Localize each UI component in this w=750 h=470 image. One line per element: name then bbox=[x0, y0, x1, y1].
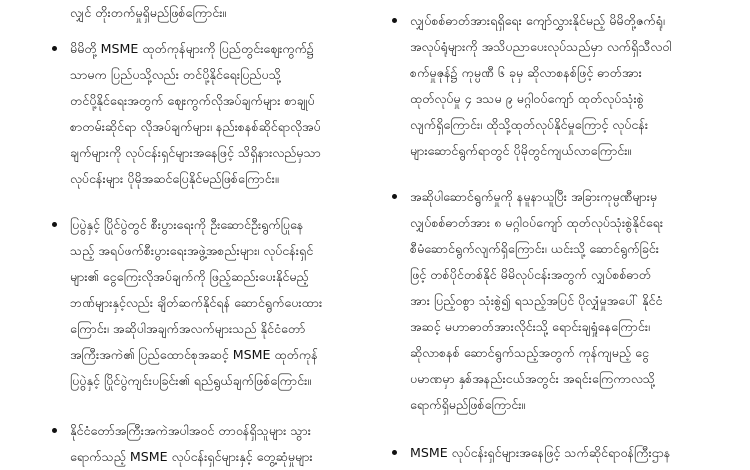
bullet-paragraph bbox=[52, 0, 390, 26]
paragraph-line: စီမံဆောင်ရွက်လျက်ရှိကြောင်း၊ ယင်းသို့ ဆောင်ရွက်ခြင်း bbox=[410, 241, 659, 256]
paragraph-line: ချက်များကို လုပ်ငန်းရှင်များအနေဖြင့် သိရှိနားလည်မှသာ bbox=[70, 145, 321, 160]
paragraph-line: အဆိုပါဆောင်ရွက်မှုကို နမူနာယူပြီး အခြားကုမ္ပဏီများမှ bbox=[410, 189, 658, 204]
paragraph-line: ဘဏ်များနှင့်လည်း ချိတ်ဆက်နိုင်ရန် ဆောင်ရွက်ပေးထား bbox=[70, 295, 323, 310]
bullet-paragraph bbox=[392, 440, 730, 466]
paragraph-line: မိမိတို့ MSME ထုတ်ကုန်များကို ပြည်တွင်းဈေးကွက်၌ bbox=[70, 41, 314, 56]
bullet-paragraph bbox=[52, 36, 390, 192]
bullet-paragraph bbox=[52, 212, 390, 394]
paragraph-line: သာမက ပြည်ပသို့လည်း တင်ပို့နိုင်ရေးပြည်ပသို့ bbox=[70, 67, 281, 82]
paragraph-line: ထုတ်လုပ်မှု ၄ ဒသမ ၉ မဂ္ဂါဝပ်ကျော် ထုတ်လုပ်သုံးစွဲ bbox=[410, 91, 644, 106]
bullet-icon bbox=[52, 46, 57, 51]
paragraph-line: အဆင့် မဟာဓာတ်အားလိုင်းသို့ ရောင်းချရှုံနေကြောင်း၊ bbox=[410, 319, 651, 334]
paragraph-line: များ၏ ငွေကြေးလိုအပ်ချက်ကို ဖြည့်ဆည်းပေးနိုင်မည့် bbox=[70, 269, 309, 284]
bullet-icon bbox=[392, 450, 397, 455]
paragraph-line: လျှပ်စစ်ဓာတ်အားရရှိရေး ကျော်လွှားနိုင်မည့် မိမိတို့ဇက်ရုံ၊ bbox=[410, 13, 665, 28]
bullet-icon bbox=[52, 428, 57, 433]
paragraph-line: ပြပွဲနှင့် ပြိုင်ပွဲကျင်းပခြင်း၏ ရည်ရွယ်ချက်ဖြစ်ကြောင်း။ bbox=[70, 373, 312, 388]
paragraph-line: ရောက်ရှိမည်ဖြစ်ကြောင်း။ bbox=[410, 397, 526, 412]
paragraph-line: တင်ပို့နိုင်ရေးအတွက် ဈေးကွက်လိုအပ်ချက်များ စာချုပ် bbox=[70, 93, 315, 108]
bullet-icon bbox=[52, 222, 57, 227]
paragraph-line: အား ပြည့်ဝစွာ သုံးစွဲ၍ ရသည့်အပြင် ပိုလျှံမှုအပေါ် နိုင်ငံ bbox=[410, 293, 663, 308]
bullet-icon bbox=[392, 194, 397, 199]
paragraph-line: ရောက်သည့် MSME လုပ်ငန်းရှင်များနှင့် တွေ့ဆုံမှုများ bbox=[70, 449, 313, 464]
bullet-paragraph bbox=[392, 184, 730, 418]
paragraph-line: အလုပ်ရုံများကို အသိပညာပေးလုပ်သည်မှာ လက်ရှိသီလဝါ bbox=[410, 39, 672, 54]
paragraph-line: အကြီးအကဲ၏ ပြည်ထောင်စုအဆင့် MSME ထုတ်ကုန် bbox=[70, 347, 318, 362]
paragraph-line: MSME လုပ်ငန်းရှင်များအနေဖြင့် သက်ဆိုင်ရာဝန်ကြီးဌာန bbox=[410, 445, 671, 460]
paragraph-line: လျက်ရှိကြောင်း၊ ထိုသို့ထုတ်လုပ်နိုင်မှုကြောင့် လုပ်ငန်း bbox=[410, 117, 649, 132]
paragraph-line: ဖြင့် တစ်ပိုင်တစ်နိုင် မိမိလုပ်ငန်းအတွက် လျှပ်စစ်ဓာတ် bbox=[410, 267, 652, 282]
paragraph-line: လုပ်ငန်းများ ပိုမိုအဆင်ပြေနိုင်မည်ဖြစ်ကြောင်း။ bbox=[70, 171, 279, 186]
paragraph-line: နိုင်ငံတော်အကြီးအကဲအပါအဝင် တာဝန်ရှိသူများ သွား bbox=[70, 423, 311, 438]
paragraph-line: ကြောင်း၊ အဆိုပါအချက်အလက်များသည် နိုင်ငံတော် bbox=[70, 321, 306, 336]
paragraph-line: သည့် အရပ်ဖက်စီးပွားရေးအဖွဲ့အစည်းများ၊ လုပ်ငန်းရှင် bbox=[70, 243, 314, 258]
paragraph-line: စာတမ်းဆိုင်ရာ လိုအပ်ချက်များ၊ နည်းစနစ်ဆိုင်ရာလိုအပ် bbox=[70, 119, 321, 134]
paragraph-line: စက်မှုဇုန်၌ ကုမ္ပဏီ ၆ ခုမှ ဆိုလာစနစ်ဖြင့် ဓာတ်အား bbox=[410, 65, 642, 80]
paragraph-line: ဆိုလာစနစ် ဆောင်ရွက်သည့်အတွက် ကုန်ကျမည့် ငွေ bbox=[410, 345, 649, 360]
paragraph-line: ပမာဏမှာ နှစ်အနည်းငယ်အတွင်း အရင်းကြေကာလသို့ bbox=[410, 371, 655, 386]
paragraph-line: များဆောင်ရွက်ရာတွင် ပိုမိုတွင်ကျယ်လာကြောင်း။ bbox=[410, 143, 632, 158]
paragraph-line: ပြပွဲနှင့် ပြိုင်ပွဲတွင် စီးပွားရေးကို ဦးဆောင်ဦးရွက်ပြုနေ bbox=[70, 217, 304, 232]
paragraph-line: လျှပ်စစ်ဓာတ်အား ၈ မဂ္ဂါဝပ်ကျော် ထုတ်လုပ်သုံးစွဲနိုင်ရေး bbox=[410, 215, 664, 230]
bullet-paragraph bbox=[392, 8, 730, 164]
bullet-icon bbox=[392, 18, 397, 23]
bullet-paragraph bbox=[52, 418, 390, 470]
paragraph-line: လျှင် တိုးတက်မှုရှိမည်ဖြစ်ကြောင်း။ bbox=[70, 5, 227, 20]
